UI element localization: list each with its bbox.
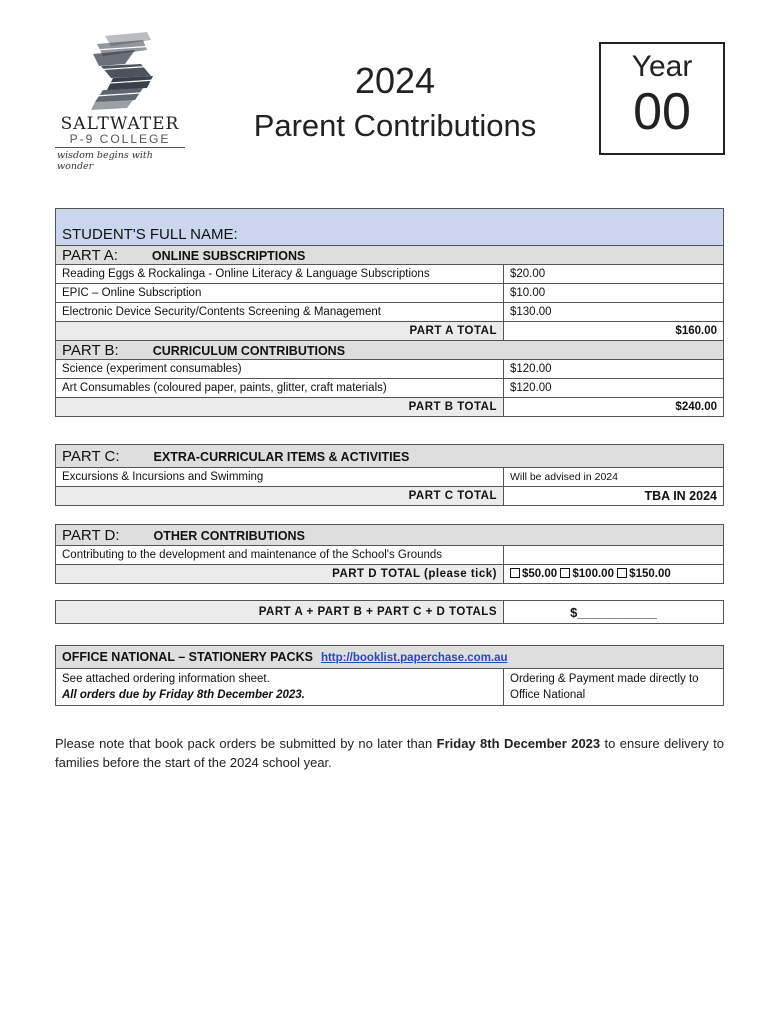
year-label: Year	[631, 50, 693, 83]
title-year: 2024	[354, 60, 436, 101]
logo-school-subtitle: P-9 COLLEGE	[69, 132, 171, 146]
grand-total-row	[56, 601, 724, 624]
table-row	[56, 303, 724, 322]
part-b-total-value: $240.00	[504, 398, 724, 417]
table-row	[56, 265, 724, 284]
item-amount: $120.00	[504, 360, 724, 379]
part-c-total-value: TBA IN 2024	[504, 487, 724, 506]
part-d-total-label: PART D TOTAL (please tick)	[56, 565, 504, 584]
item-description: Excursions & Incursions and Swimming	[56, 468, 504, 487]
part-b-header	[56, 341, 724, 360]
logo-divider	[55, 147, 185, 148]
table-row	[56, 546, 724, 565]
contributions-table-ab	[55, 208, 724, 417]
office-national-table	[55, 645, 724, 706]
item-amount: $120.00	[504, 379, 724, 398]
part-d-total-row	[56, 565, 724, 584]
part-a-label: PART A:	[62, 246, 118, 264]
year-level-box	[599, 42, 725, 155]
checkbox-50[interactable]	[510, 568, 520, 578]
part-b-total-row	[56, 398, 724, 417]
table-row	[56, 284, 724, 303]
booklist-link[interactable]: http://booklist.paperchase.com.au	[320, 652, 508, 664]
item-description: EPIC – Online Subscription	[56, 284, 504, 303]
college-logo	[55, 30, 190, 170]
checkbox-100[interactable]	[560, 568, 570, 578]
part-b-subtitle: CURRICULUM CONTRIBUTIONS	[152, 343, 346, 358]
item-description: Art Consumables (coloured paper, paints, glitter, craft materials)	[56, 379, 504, 398]
student-name-field[interactable]: STUDENT'S FULL NAME:	[56, 209, 724, 246]
contributions-table-c	[55, 444, 724, 506]
contributions-table-d	[55, 524, 724, 584]
part-a-total-row	[56, 322, 724, 341]
page-title: Parent Contributions	[253, 108, 537, 143]
part-c-total-label: PART C TOTAL	[56, 487, 504, 506]
part-c-header	[56, 445, 724, 468]
part-b-total-label: PART B TOTAL	[56, 398, 504, 417]
footer-note-pre: Please note that book pack orders be submitted by no later than	[55, 736, 437, 751]
item-amount: $10.00	[504, 284, 724, 303]
office-due-date: All orders due by Friday 8th December 2023.	[62, 689, 305, 701]
part-d-label: PART D:	[62, 526, 120, 544]
item-empty	[504, 546, 724, 565]
part-a-total-value: $160.00	[504, 322, 724, 341]
option-100-label: $100.00	[572, 568, 614, 580]
table-row	[56, 379, 724, 398]
table-row	[56, 360, 724, 379]
option-150-label: $150.00	[629, 568, 671, 580]
year-value: 00	[633, 83, 691, 141]
part-c-subtitle: EXTRA-CURRICULAR ITEMS & ACTIVITIES	[153, 449, 410, 464]
item-amount: $130.00	[504, 303, 724, 322]
part-d-subtitle: OTHER CONTRIBUTIONS	[153, 528, 305, 543]
item-description: Reading Eggs & Rockalinga - Online Literacy & Language Subscriptions	[56, 265, 504, 284]
table-row	[56, 669, 724, 706]
part-d-header	[56, 525, 724, 546]
part-b-label: PART B:	[62, 341, 119, 359]
footer-note	[55, 734, 724, 772]
item-note: Will be advised in 2024	[504, 468, 724, 487]
table-row	[56, 468, 724, 487]
checkbox-150[interactable]	[617, 568, 627, 578]
option-50-label: $50.00	[522, 568, 558, 580]
grand-total-table	[55, 600, 724, 624]
grand-total-field[interactable]: $___________	[504, 601, 724, 624]
part-c-total-row	[56, 487, 724, 506]
logo-emblem-icon	[55, 30, 190, 112]
footer-note-post: to ensure delivery to families before the start of the 2024 school year.	[55, 736, 724, 770]
item-description: Electronic Device Security/Contents Screening & Management	[56, 303, 504, 322]
item-description: Science (experiment consumables)	[56, 360, 504, 379]
footer-note-date: Friday 8th December 2023	[436, 736, 601, 751]
part-a-header	[56, 246, 724, 265]
item-amount: $20.00	[504, 265, 724, 284]
office-ordering-note: Ordering & Payment made directly to Office National	[504, 669, 724, 706]
item-description: Contributing to the development and maintenance of the School's Grounds	[56, 546, 504, 565]
office-instructions	[56, 669, 504, 706]
part-d-options	[504, 565, 724, 584]
grand-total-label: PART A + PART B + PART C + D TOTALS	[56, 601, 504, 624]
office-national-label: OFFICE NATIONAL – STATIONERY PACKS	[62, 650, 313, 664]
part-a-subtitle: ONLINE SUBSCRIPTIONS	[151, 248, 306, 263]
office-instructions-line1: See attached ordering information sheet.	[62, 673, 270, 685]
logo-school-name: SALTWATER	[60, 114, 180, 134]
part-c-label: PART C:	[62, 447, 120, 465]
office-national-header	[56, 646, 724, 669]
part-a-total-label: PART A TOTAL	[56, 322, 504, 341]
logo-tagline: wisdom begins with wonder	[57, 150, 153, 172]
